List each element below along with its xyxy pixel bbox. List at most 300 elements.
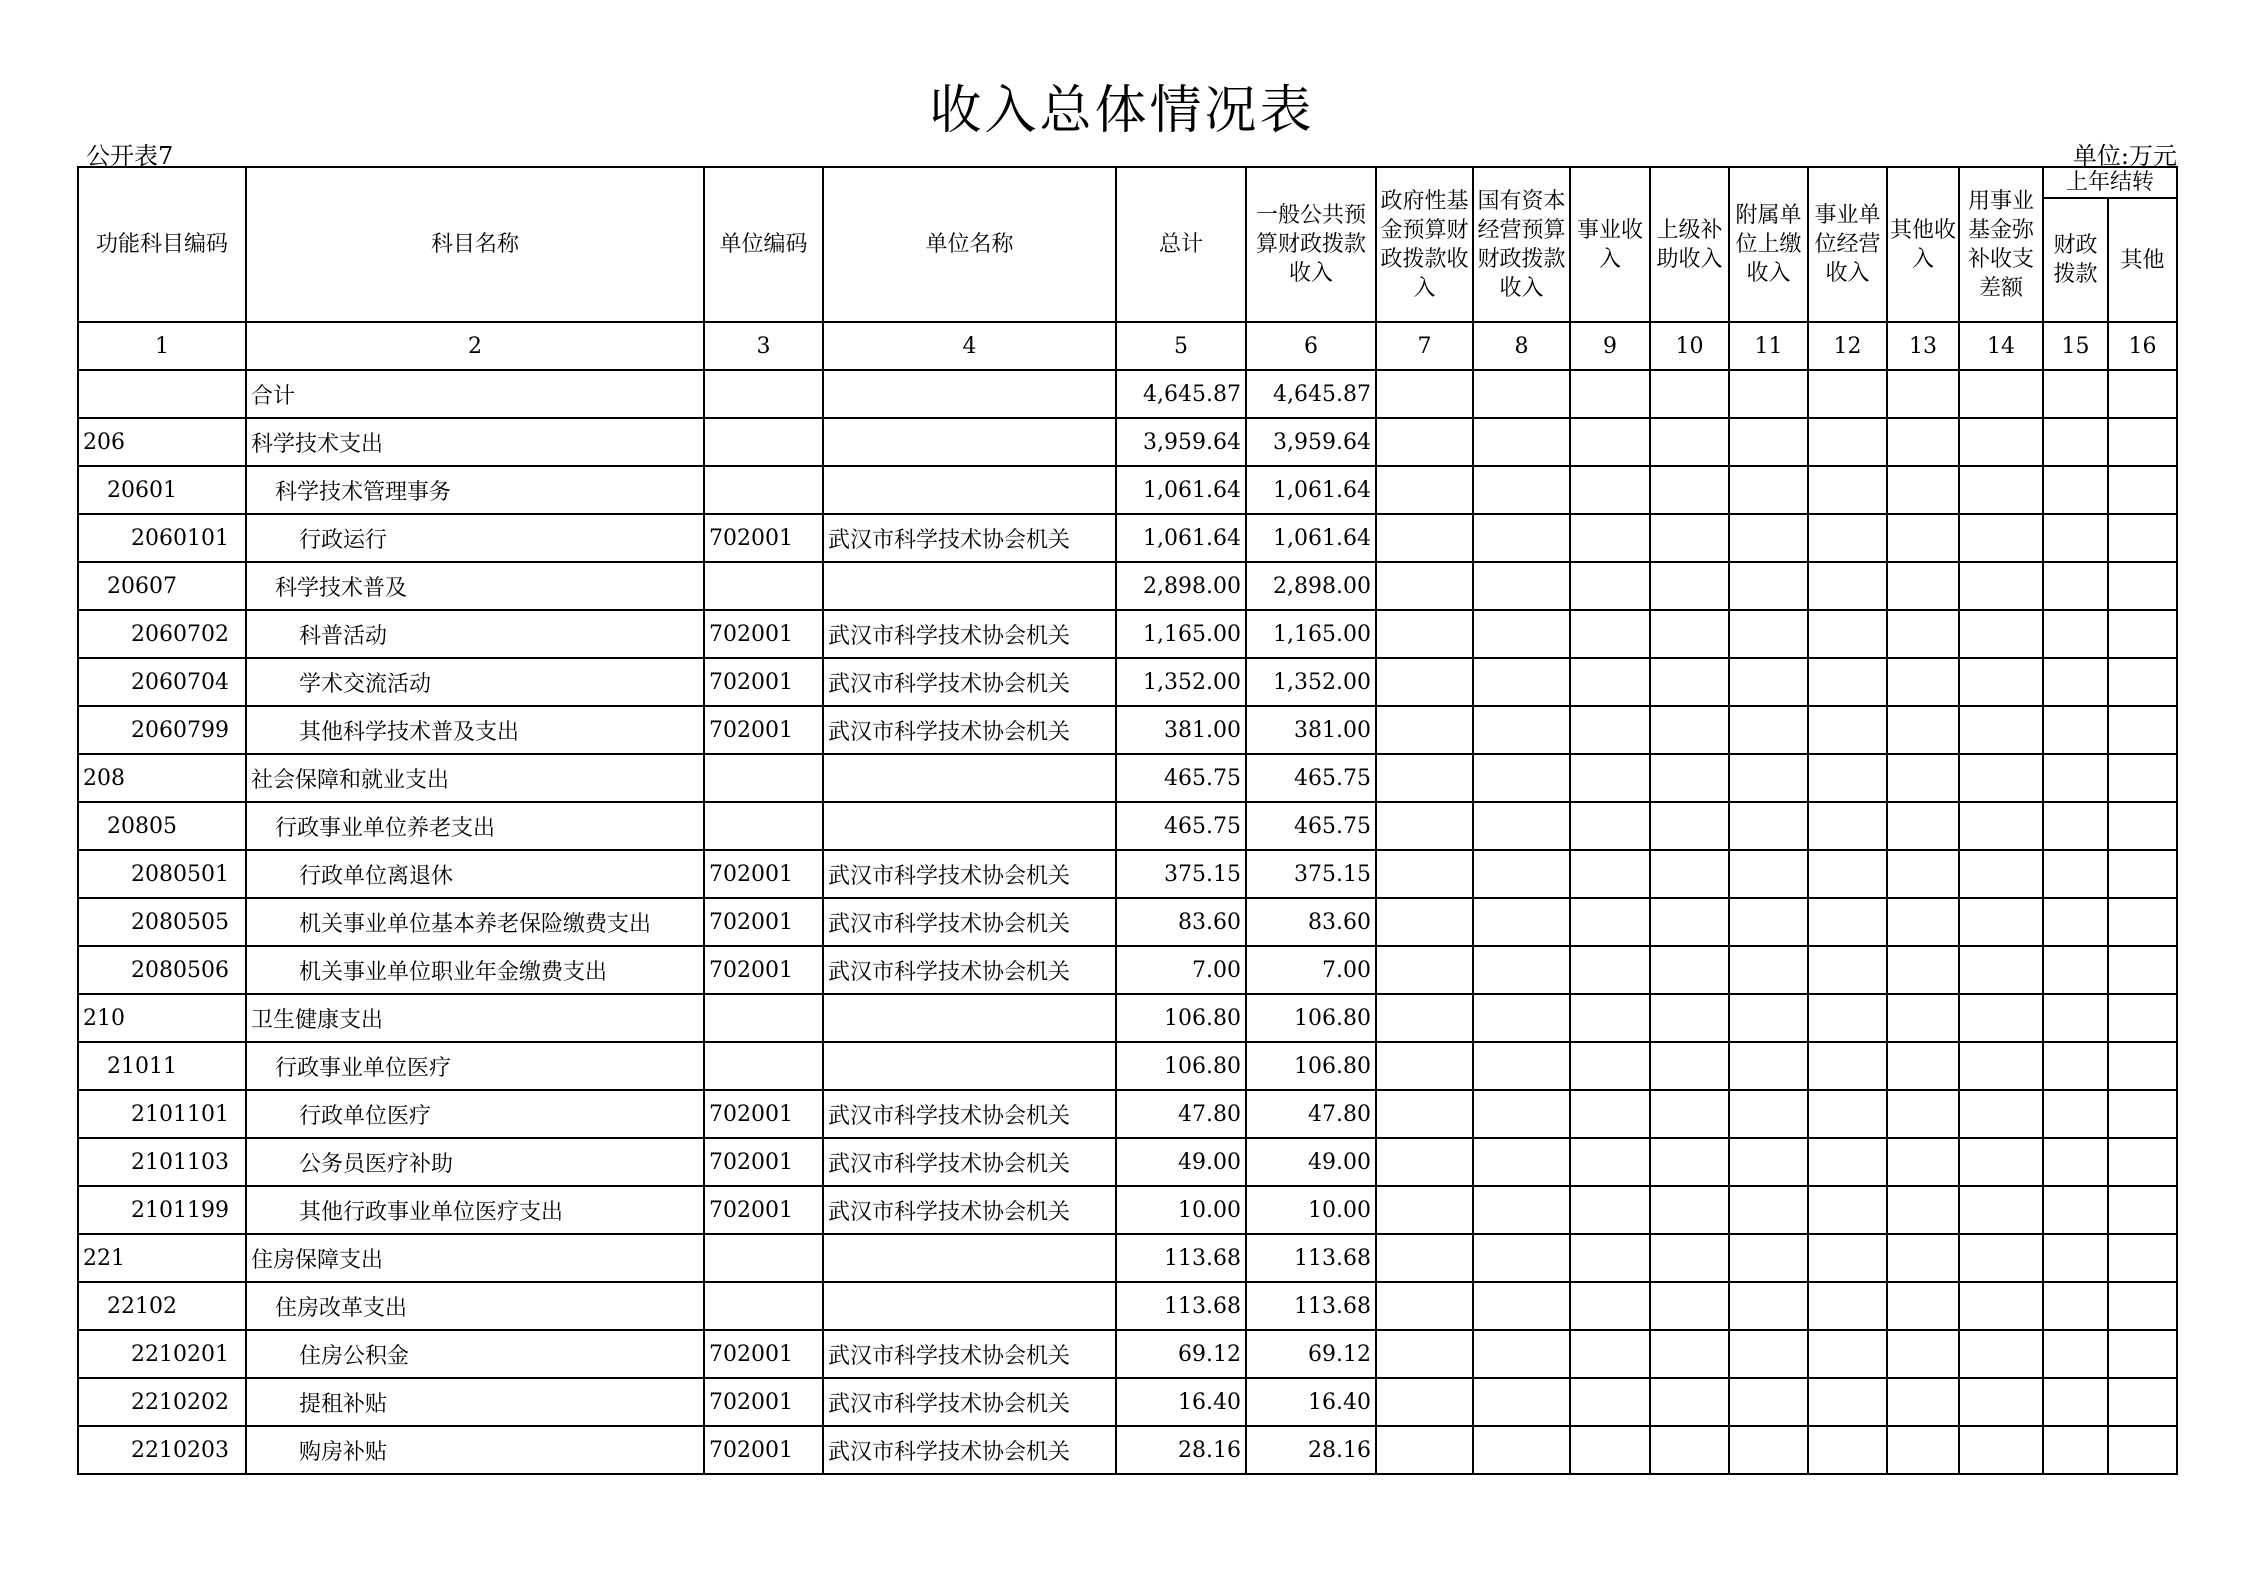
unit-code-cell bbox=[704, 370, 823, 418]
empty-cell bbox=[1376, 1330, 1473, 1378]
empty-cell bbox=[1473, 706, 1570, 754]
empty-cell bbox=[2043, 1090, 2108, 1138]
empty-cell bbox=[1650, 514, 1729, 562]
column-number: 8 bbox=[1473, 322, 1570, 370]
empty-cell bbox=[1729, 1186, 1808, 1234]
function-code-cell: 2101103 bbox=[78, 1138, 246, 1186]
empty-cell bbox=[1650, 1330, 1729, 1378]
table-row bbox=[78, 370, 2177, 418]
unit-code-cell bbox=[704, 994, 823, 1042]
empty-cell bbox=[1959, 754, 2043, 802]
general-budget-cell: 381.00 bbox=[1246, 706, 1376, 754]
function-code-cell: 22102 bbox=[78, 1282, 246, 1330]
table-row bbox=[78, 754, 2177, 802]
function-code-cell: 2101199 bbox=[78, 1186, 246, 1234]
unit-code-cell: 702001 bbox=[704, 1378, 823, 1426]
general-budget-cell: 28.16 bbox=[1246, 1426, 1376, 1474]
empty-cell bbox=[1729, 610, 1808, 658]
empty-cell bbox=[1650, 466, 1729, 514]
empty-cell bbox=[1570, 1426, 1650, 1474]
empty-cell bbox=[1808, 562, 1887, 610]
unit-name-cell bbox=[823, 994, 1116, 1042]
empty-cell bbox=[1570, 1138, 1650, 1186]
table-row bbox=[78, 418, 2177, 466]
empty-cell bbox=[1650, 802, 1729, 850]
subject-name-cell: 科学技术普及 bbox=[246, 562, 704, 610]
subject-name-cell: 合计 bbox=[246, 370, 704, 418]
empty-cell bbox=[1650, 370, 1729, 418]
empty-cell bbox=[2043, 706, 2108, 754]
function-code-cell: 2210202 bbox=[78, 1378, 246, 1426]
header-col10: 上级补助收入 bbox=[1650, 167, 1729, 322]
general-budget-cell: 106.80 bbox=[1246, 1042, 1376, 1090]
total-cell: 106.80 bbox=[1116, 1042, 1246, 1090]
empty-cell bbox=[1959, 802, 2043, 850]
empty-cell bbox=[1473, 994, 1570, 1042]
empty-cell bbox=[1570, 706, 1650, 754]
empty-cell bbox=[1570, 514, 1650, 562]
subject-name-cell: 行政事业单位养老支出 bbox=[246, 802, 704, 850]
unit-code-cell: 702001 bbox=[704, 610, 823, 658]
unit-code-cell bbox=[704, 1042, 823, 1090]
empty-cell bbox=[2108, 1378, 2177, 1426]
empty-cell bbox=[1887, 754, 1959, 802]
empty-cell bbox=[2043, 514, 2108, 562]
empty-cell bbox=[1473, 1426, 1570, 1474]
total-cell: 7.00 bbox=[1116, 946, 1246, 994]
unit-code-cell bbox=[704, 466, 823, 514]
empty-cell bbox=[1808, 1186, 1887, 1234]
empty-cell bbox=[1808, 850, 1887, 898]
empty-cell bbox=[1808, 1330, 1887, 1378]
subject-name-cell: 购房补贴 bbox=[246, 1426, 704, 1474]
empty-cell bbox=[1808, 898, 1887, 946]
table-row bbox=[78, 1042, 2177, 1090]
function-code-cell bbox=[78, 370, 246, 418]
empty-cell bbox=[1808, 754, 1887, 802]
unit-name-cell: 武汉市科学技术协会机关 bbox=[823, 1186, 1116, 1234]
header-col7: 政府性基金预算财政拨款收入 bbox=[1376, 167, 1473, 322]
empty-cell bbox=[1729, 706, 1808, 754]
empty-cell bbox=[1729, 802, 1808, 850]
header-col13: 其他收入 bbox=[1887, 167, 1959, 322]
empty-cell bbox=[2043, 754, 2108, 802]
empty-cell bbox=[1887, 1330, 1959, 1378]
table-row bbox=[78, 898, 2177, 946]
empty-cell bbox=[1376, 1234, 1473, 1282]
empty-cell bbox=[1473, 514, 1570, 562]
empty-cell bbox=[1959, 706, 2043, 754]
empty-cell bbox=[2108, 1330, 2177, 1378]
function-code-cell: 2060101 bbox=[78, 514, 246, 562]
unit-name-cell: 武汉市科学技术协会机关 bbox=[823, 514, 1116, 562]
empty-cell bbox=[1650, 610, 1729, 658]
unit-name-cell: 武汉市科学技术协会机关 bbox=[823, 946, 1116, 994]
empty-cell bbox=[1959, 1138, 2043, 1186]
empty-cell bbox=[1959, 1282, 2043, 1330]
general-budget-cell: 7.00 bbox=[1246, 946, 1376, 994]
empty-cell bbox=[1959, 946, 2043, 994]
empty-cell bbox=[1887, 898, 1959, 946]
table-row bbox=[78, 802, 2177, 850]
empty-cell bbox=[2043, 370, 2108, 418]
unit-code-cell bbox=[704, 754, 823, 802]
empty-cell bbox=[2043, 994, 2108, 1042]
empty-cell bbox=[1729, 1138, 1808, 1186]
table-row bbox=[78, 706, 2177, 754]
empty-cell bbox=[1376, 1042, 1473, 1090]
general-budget-cell: 1,061.64 bbox=[1246, 466, 1376, 514]
subject-name-cell: 行政事业单位医疗 bbox=[246, 1042, 704, 1090]
empty-cell bbox=[1473, 418, 1570, 466]
empty-cell bbox=[1376, 610, 1473, 658]
empty-cell bbox=[1808, 802, 1887, 850]
empty-cell bbox=[1473, 1042, 1570, 1090]
empty-cell bbox=[2108, 418, 2177, 466]
income-table bbox=[77, 166, 2178, 1475]
table-row bbox=[78, 562, 2177, 610]
empty-cell bbox=[1887, 1138, 1959, 1186]
empty-cell bbox=[1650, 850, 1729, 898]
empty-cell bbox=[2108, 1234, 2177, 1282]
unit-code-cell: 702001 bbox=[704, 946, 823, 994]
table-row bbox=[78, 946, 2177, 994]
empty-cell bbox=[1473, 610, 1570, 658]
total-cell: 1,165.00 bbox=[1116, 610, 1246, 658]
unit-code-cell: 702001 bbox=[704, 514, 823, 562]
empty-cell bbox=[1959, 418, 2043, 466]
column-number: 15 bbox=[2043, 322, 2108, 370]
empty-cell bbox=[1959, 1042, 2043, 1090]
total-cell: 16.40 bbox=[1116, 1378, 1246, 1426]
empty-cell bbox=[1570, 802, 1650, 850]
unit-name-cell bbox=[823, 418, 1116, 466]
empty-cell bbox=[1570, 370, 1650, 418]
general-budget-cell: 1,352.00 bbox=[1246, 658, 1376, 706]
total-cell: 49.00 bbox=[1116, 1138, 1246, 1186]
empty-cell bbox=[1473, 1138, 1570, 1186]
empty-cell bbox=[2108, 802, 2177, 850]
unit-name-cell bbox=[823, 1234, 1116, 1282]
empty-cell bbox=[1959, 1378, 2043, 1426]
unit-name-cell: 武汉市科学技术协会机关 bbox=[823, 1426, 1116, 1474]
unit-name-cell: 武汉市科学技术协会机关 bbox=[823, 898, 1116, 946]
total-cell: 381.00 bbox=[1116, 706, 1246, 754]
empty-cell bbox=[2043, 850, 2108, 898]
subject-name-cell: 行政单位离退休 bbox=[246, 850, 704, 898]
empty-cell bbox=[1473, 802, 1570, 850]
empty-cell bbox=[1729, 994, 1808, 1042]
unit-name-cell: 武汉市科学技术协会机关 bbox=[823, 1378, 1116, 1426]
empty-cell bbox=[1959, 850, 2043, 898]
header-col16: 其他 bbox=[2108, 198, 2177, 322]
empty-cell bbox=[2043, 1138, 2108, 1186]
total-cell: 113.68 bbox=[1116, 1234, 1246, 1282]
empty-cell bbox=[2043, 802, 2108, 850]
subject-name-cell: 住房保障支出 bbox=[246, 1234, 704, 1282]
table-row bbox=[78, 1378, 2177, 1426]
empty-cell bbox=[1808, 466, 1887, 514]
empty-cell bbox=[1959, 562, 2043, 610]
unit-code-cell: 702001 bbox=[704, 1138, 823, 1186]
empty-cell bbox=[1887, 466, 1959, 514]
subject-name-cell: 公务员医疗补助 bbox=[246, 1138, 704, 1186]
empty-cell bbox=[1473, 562, 1570, 610]
empty-cell bbox=[2108, 514, 2177, 562]
unit-code-cell bbox=[704, 562, 823, 610]
function-code-cell: 2060702 bbox=[78, 610, 246, 658]
empty-cell bbox=[1808, 1138, 1887, 1186]
empty-cell bbox=[1887, 1378, 1959, 1426]
function-code-cell: 221 bbox=[78, 1234, 246, 1282]
general-budget-cell: 16.40 bbox=[1246, 1378, 1376, 1426]
unit-code-cell: 702001 bbox=[704, 706, 823, 754]
empty-cell bbox=[1729, 754, 1808, 802]
subject-name-cell: 机关事业单位基本养老保险缴费支出 bbox=[246, 898, 704, 946]
empty-cell bbox=[1650, 898, 1729, 946]
table-row bbox=[78, 466, 2177, 514]
empty-cell bbox=[1887, 802, 1959, 850]
empty-cell bbox=[2108, 1186, 2177, 1234]
header-col15: 财政拨款 bbox=[2043, 198, 2108, 322]
header-col9: 事业收入 bbox=[1570, 167, 1650, 322]
header-col6: 一般公共预算财政拨款收入 bbox=[1246, 167, 1376, 322]
empty-cell bbox=[1808, 418, 1887, 466]
empty-cell bbox=[1473, 1330, 1570, 1378]
empty-cell bbox=[2043, 466, 2108, 514]
empty-cell bbox=[2108, 1426, 2177, 1474]
table-row bbox=[78, 1138, 2177, 1186]
function-code-cell: 21011 bbox=[78, 1042, 246, 1090]
empty-cell bbox=[1729, 1330, 1808, 1378]
column-number: 6 bbox=[1246, 322, 1376, 370]
empty-cell bbox=[1887, 850, 1959, 898]
column-number: 7 bbox=[1376, 322, 1473, 370]
unit-code-cell: 702001 bbox=[704, 1186, 823, 1234]
unit-code-cell bbox=[704, 1282, 823, 1330]
empty-cell bbox=[1959, 1330, 2043, 1378]
empty-cell bbox=[1473, 898, 1570, 946]
empty-cell bbox=[1887, 1282, 1959, 1330]
subject-name-cell: 其他行政事业单位医疗支出 bbox=[246, 1186, 704, 1234]
empty-cell bbox=[1959, 898, 2043, 946]
empty-cell bbox=[1887, 562, 1959, 610]
empty-cell bbox=[1376, 514, 1473, 562]
column-number: 12 bbox=[1808, 322, 1887, 370]
empty-cell bbox=[1729, 1234, 1808, 1282]
empty-cell bbox=[1570, 1282, 1650, 1330]
empty-cell bbox=[1729, 1090, 1808, 1138]
column-number: 2 bbox=[246, 322, 704, 370]
total-cell: 69.12 bbox=[1116, 1330, 1246, 1378]
empty-cell bbox=[1808, 370, 1887, 418]
empty-cell bbox=[2043, 1378, 2108, 1426]
empty-cell bbox=[2108, 370, 2177, 418]
empty-cell bbox=[1570, 1330, 1650, 1378]
empty-cell bbox=[1959, 466, 2043, 514]
empty-cell bbox=[2043, 1186, 2108, 1234]
unit-name-cell bbox=[823, 1042, 1116, 1090]
empty-cell bbox=[1959, 658, 2043, 706]
unit-name-cell: 武汉市科学技术协会机关 bbox=[823, 1330, 1116, 1378]
unit-code-cell: 702001 bbox=[704, 1330, 823, 1378]
function-code-cell: 2080506 bbox=[78, 946, 246, 994]
header-col4: 单位名称 bbox=[823, 167, 1116, 322]
empty-cell bbox=[1808, 610, 1887, 658]
empty-cell bbox=[1729, 1042, 1808, 1090]
empty-cell bbox=[1650, 1186, 1729, 1234]
unit-code-cell: 702001 bbox=[704, 898, 823, 946]
column-number: 3 bbox=[704, 322, 823, 370]
empty-cell bbox=[2108, 994, 2177, 1042]
function-code-cell: 20805 bbox=[78, 802, 246, 850]
function-code-cell: 2080501 bbox=[78, 850, 246, 898]
empty-cell bbox=[2043, 898, 2108, 946]
empty-cell bbox=[2043, 658, 2108, 706]
table-row bbox=[78, 1090, 2177, 1138]
table-row bbox=[78, 1282, 2177, 1330]
subject-name-cell: 科学技术支出 bbox=[246, 418, 704, 466]
empty-cell bbox=[1376, 658, 1473, 706]
empty-cell bbox=[1376, 754, 1473, 802]
general-budget-cell: 465.75 bbox=[1246, 802, 1376, 850]
empty-cell bbox=[1887, 418, 1959, 466]
subject-name-cell: 住房改革支出 bbox=[246, 1282, 704, 1330]
empty-cell bbox=[2108, 610, 2177, 658]
column-number-row bbox=[78, 322, 2177, 370]
empty-cell bbox=[1808, 514, 1887, 562]
empty-cell bbox=[1650, 1138, 1729, 1186]
header-col14: 用事业基金弥补收支差额 bbox=[1959, 167, 2043, 322]
empty-cell bbox=[2043, 1282, 2108, 1330]
function-code-cell: 2080505 bbox=[78, 898, 246, 946]
total-cell: 83.60 bbox=[1116, 898, 1246, 946]
empty-cell bbox=[2108, 1282, 2177, 1330]
empty-cell bbox=[1887, 370, 1959, 418]
empty-cell bbox=[1808, 1042, 1887, 1090]
empty-cell bbox=[1729, 850, 1808, 898]
unit-name-cell: 武汉市科学技术协会机关 bbox=[823, 658, 1116, 706]
empty-cell bbox=[2043, 418, 2108, 466]
unit-code-cell: 702001 bbox=[704, 1426, 823, 1474]
unit-name-cell: 武汉市科学技术协会机关 bbox=[823, 610, 1116, 658]
empty-cell bbox=[2108, 754, 2177, 802]
column-number: 9 bbox=[1570, 322, 1650, 370]
public-table-number: 公开表7 bbox=[86, 142, 174, 170]
subject-name-cell: 行政单位医疗 bbox=[246, 1090, 704, 1138]
empty-cell bbox=[1729, 562, 1808, 610]
unit-name-cell bbox=[823, 802, 1116, 850]
unit-code-cell bbox=[704, 418, 823, 466]
total-cell: 1,352.00 bbox=[1116, 658, 1246, 706]
general-budget-cell: 1,165.00 bbox=[1246, 610, 1376, 658]
total-cell: 28.16 bbox=[1116, 1426, 1246, 1474]
empty-cell bbox=[1650, 1090, 1729, 1138]
general-budget-cell: 113.68 bbox=[1246, 1282, 1376, 1330]
empty-cell bbox=[2043, 610, 2108, 658]
empty-cell bbox=[1808, 994, 1887, 1042]
total-cell: 465.75 bbox=[1116, 754, 1246, 802]
subject-name-cell: 行政运行 bbox=[246, 514, 704, 562]
empty-cell bbox=[2108, 706, 2177, 754]
function-code-cell: 2210201 bbox=[78, 1330, 246, 1378]
header-col8: 国有资本经营预算财政拨款收入 bbox=[1473, 167, 1570, 322]
general-budget-cell: 83.60 bbox=[1246, 898, 1376, 946]
empty-cell bbox=[1570, 1090, 1650, 1138]
empty-cell bbox=[2108, 1090, 2177, 1138]
empty-cell bbox=[2043, 1426, 2108, 1474]
empty-cell bbox=[1473, 1090, 1570, 1138]
table-row bbox=[78, 850, 2177, 898]
column-number: 11 bbox=[1729, 322, 1808, 370]
empty-cell bbox=[1887, 610, 1959, 658]
empty-cell bbox=[1376, 706, 1473, 754]
empty-cell bbox=[1959, 370, 2043, 418]
empty-cell bbox=[1959, 1090, 2043, 1138]
empty-cell bbox=[1808, 1090, 1887, 1138]
empty-cell bbox=[1570, 898, 1650, 946]
total-cell: 10.00 bbox=[1116, 1186, 1246, 1234]
empty-cell bbox=[1570, 946, 1650, 994]
unit-code-cell: 702001 bbox=[704, 658, 823, 706]
empty-cell bbox=[1808, 946, 1887, 994]
empty-cell bbox=[1570, 1234, 1650, 1282]
empty-cell bbox=[1473, 946, 1570, 994]
empty-cell bbox=[2108, 658, 2177, 706]
empty-cell bbox=[1729, 1378, 1808, 1426]
table-row bbox=[78, 514, 2177, 562]
subject-name-cell: 科普活动 bbox=[246, 610, 704, 658]
empty-cell bbox=[1959, 610, 2043, 658]
table-row bbox=[78, 658, 2177, 706]
header-col1: 功能科目编码 bbox=[78, 167, 246, 322]
empty-cell bbox=[1887, 1186, 1959, 1234]
empty-cell bbox=[1887, 994, 1959, 1042]
table-row bbox=[78, 994, 2177, 1042]
table-row bbox=[78, 1234, 2177, 1282]
subject-name-cell: 提租补贴 bbox=[246, 1378, 704, 1426]
empty-cell bbox=[2108, 1042, 2177, 1090]
total-cell: 465.75 bbox=[1116, 802, 1246, 850]
empty-cell bbox=[1376, 370, 1473, 418]
empty-cell bbox=[1959, 514, 2043, 562]
unit-name-cell: 武汉市科学技术协会机关 bbox=[823, 706, 1116, 754]
column-number: 5 bbox=[1116, 322, 1246, 370]
general-budget-cell: 49.00 bbox=[1246, 1138, 1376, 1186]
subject-name-cell: 社会保障和就业支出 bbox=[246, 754, 704, 802]
table-row bbox=[78, 1426, 2177, 1474]
empty-cell bbox=[1729, 418, 1808, 466]
general-budget-cell: 106.80 bbox=[1246, 994, 1376, 1042]
empty-cell bbox=[1729, 1282, 1808, 1330]
subject-name-cell: 学术交流活动 bbox=[246, 658, 704, 706]
empty-cell bbox=[1570, 466, 1650, 514]
function-code-cell: 2210203 bbox=[78, 1426, 246, 1474]
empty-cell bbox=[1376, 1282, 1473, 1330]
empty-cell bbox=[1729, 946, 1808, 994]
empty-cell bbox=[1887, 1042, 1959, 1090]
empty-cell bbox=[1959, 994, 2043, 1042]
function-code-cell: 2101101 bbox=[78, 1090, 246, 1138]
empty-cell bbox=[1650, 562, 1729, 610]
empty-cell bbox=[2108, 562, 2177, 610]
empty-cell bbox=[1887, 946, 1959, 994]
function-code-cell: 20601 bbox=[78, 466, 246, 514]
empty-cell bbox=[1729, 1426, 1808, 1474]
empty-cell bbox=[1570, 994, 1650, 1042]
empty-cell bbox=[1376, 946, 1473, 994]
total-cell: 3,959.64 bbox=[1116, 418, 1246, 466]
